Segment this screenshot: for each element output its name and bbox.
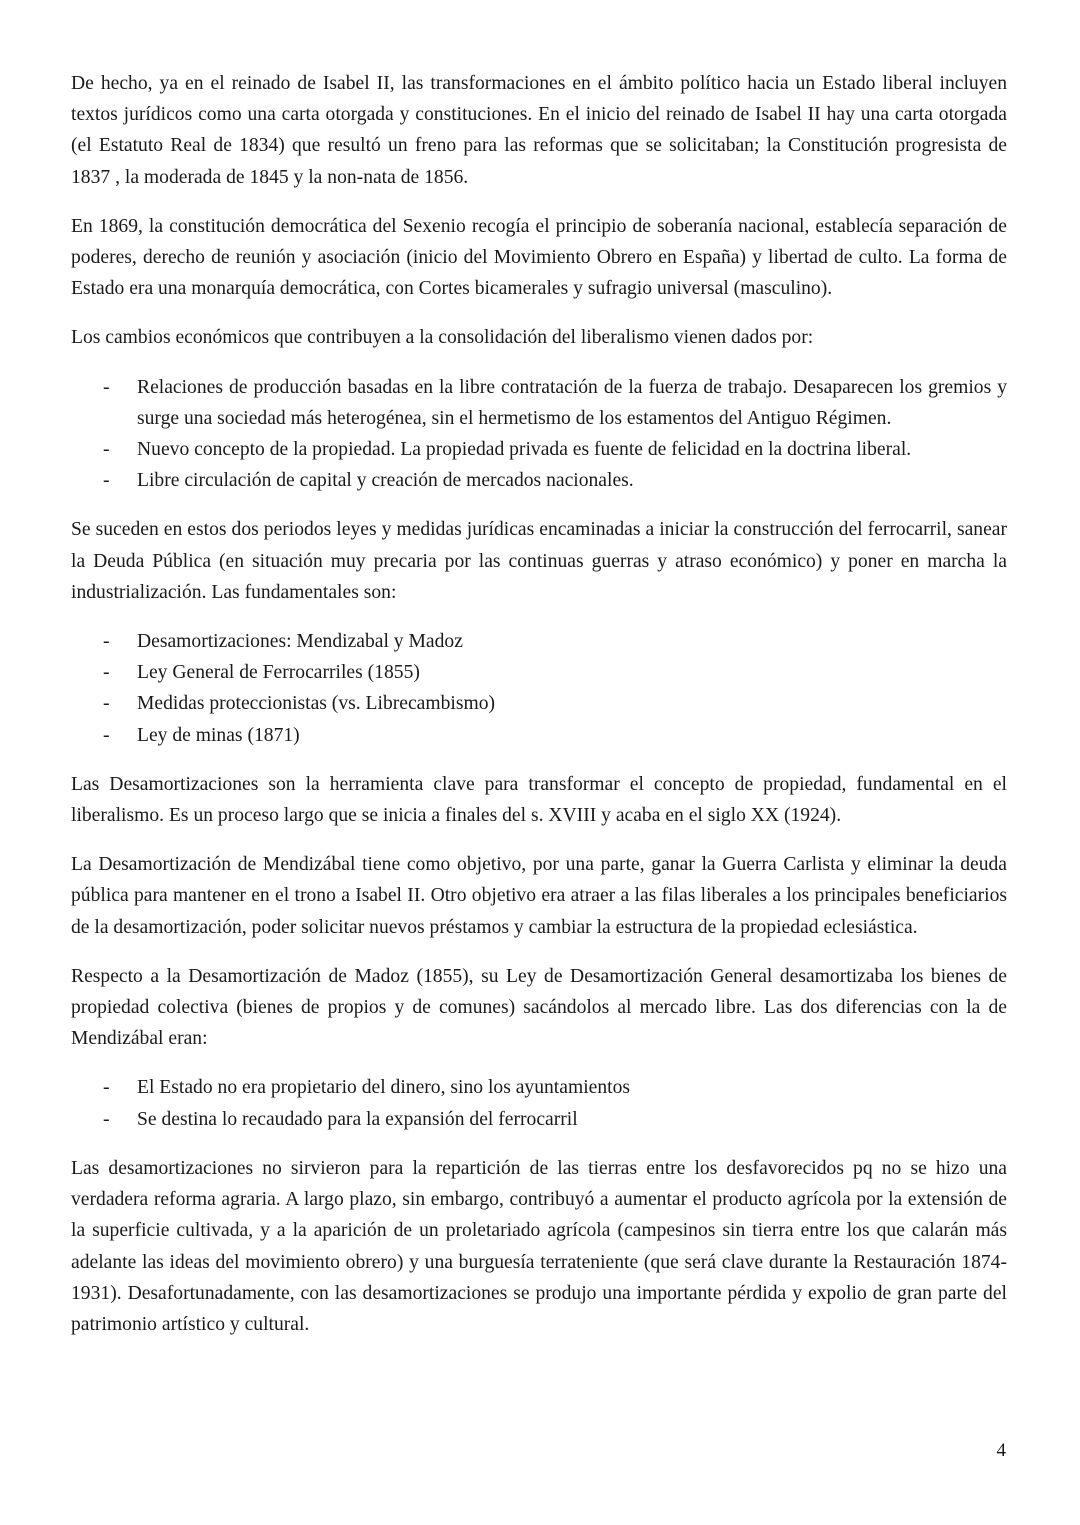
paragraph-legal-measures-intro: Se suceden en estos dos periodos leyes y medidas jurídicas encaminadas a iniciar la construcción del ferrocarril, sanear la Deuda Pública (en situación muy precaria por las continuas guerras y atraso económico) y poner en marcha la industrialización. Las fundamentales son:: [71, 519, 1007, 603]
list-item: [71, 688, 1007, 719]
economic-changes-list: [71, 372, 1007, 497]
dash-bullet: -: [103, 376, 110, 398]
document-page: [71, 68, 1007, 1358]
list-item-text: El Estado no era propietario del dinero, sino los ayuntamientos: [137, 1077, 630, 1099]
paragraph-madoz: Respecto a la Desamortización de Madoz (1855), su Ley de Desamortización General desamortizaba los bienes de propiedad colectiva (bienes de propios y de comunes) sacándolos al mercado libre. Las dos diferencias con la de Mendizábal eran:: [71, 965, 1007, 1050]
list-item: [71, 1072, 1007, 1103]
dash-bullet: -: [103, 724, 110, 746]
list-item-text: Nuevo concepto de la propiedad. La propiedad privada es fuente de felicidad en la doctrina liberal.: [137, 439, 912, 461]
paragraph-desamortizaciones-overview: Las Desamortizaciones son la herramienta clave para transformar el concepto de propiedad, fundamental en el liberalismo. Es un proceso largo que se inicia a finales del s. XVIII y acaba en el siglo XX (1924).: [71, 773, 1007, 827]
list-item: [71, 434, 1007, 465]
paragraph-economic-changes-intro: Los cambios económicos que contribuyen a la consolidación del liberalismo vienen dados por:: [71, 327, 814, 349]
paragraph-desamortizaciones-consequences: Las desamortizaciones no sirvieron para la repartición de las tierras entre los desfavorecidos pq no se hizo una verdadera reforma agraria. A largo plazo, sin embargo, contribuyó a aumentar el producto agrícola por la extensión de la superficie cultivada, y a la aparición de un proletariado agrícola (campesinos sin tierra entre los que calarán más adelante las ideas del movimiento obrero) y una burguesía terrateniente (que será clave durante la Restauración 1874-1931). Desafortunadamente, con las desamortizaciones se produjo una importante pérdida y expolio de gran parte del patrimonio artístico y cultural.: [71, 1157, 1007, 1335]
list-item-text: Desamortizaciones: Mendizabal y Madoz: [137, 631, 463, 653]
list-item: [71, 720, 1007, 751]
madoz-differences-list: [71, 1072, 1007, 1134]
paragraph-mendizabal: La Desamortización de Mendizábal tiene como objetivo, por una parte, ganar la Guerra Carlista y eliminar la deuda pública para mantener en el trono a Isabel II. Otro objetivo era atraer a las filas liberales a los principales beneficiarios de la desamortización, poder solicitar nuevos préstamos y cambiar la estructura de la propiedad eclesiástica.: [71, 854, 1007, 938]
dash-bullet: -: [103, 1108, 110, 1130]
list-item: [71, 626, 1007, 657]
paragraph-sexenio-constitution: En 1869, la constitución democrática del Sexenio recogía el principio de soberanía nacional, establecía separación de poderes, derecho de reunión y asociación (inicio del Movimiento Obrero en España) y libertad de culto. La forma de Estado era una monarquía democrática, con Cortes bicamerales y sufragio universal (masculino).: [71, 215, 1007, 300]
list-item-text: Se destina lo recaudado para la expansión del ferrocarril: [137, 1108, 578, 1130]
list-item-text: Ley de minas (1871): [137, 724, 300, 746]
dash-bullet: -: [103, 662, 110, 684]
page-number: 4: [996, 1440, 1006, 1461]
list-item-text: Ley General de Ferrocarriles (1855): [137, 662, 420, 684]
dash-bullet: -: [103, 693, 110, 715]
legal-measures-list: [71, 626, 1007, 751]
dash-bullet: -: [103, 470, 110, 492]
list-item-text: Medidas proteccionistas (vs. Librecambismo): [137, 693, 496, 715]
list-item: [71, 657, 1007, 688]
dash-bullet: -: [103, 1077, 110, 1099]
dash-bullet: -: [103, 439, 110, 461]
list-item: [71, 1104, 1007, 1135]
paragraph-isabel-ii-constitutions: De hecho, ya en el reinado de Isabel II, las transformaciones en el ámbito político hacia un Estado liberal incluyen textos jurídicos como una carta otorgada y constituciones. En el inicio del reinado de Isabel II hay una carta otorgada (el Estatuto Real de 1834) que resultó un freno para las reformas que se solicitaban; la Constitución progresista de 1837 , la moderada de 1845 y la non-nata de 1856.: [71, 73, 1007, 188]
list-item-text: Libre circulación de capital y creación de mercados nacionales.: [137, 470, 634, 492]
list-item-text: Relaciones de producción basadas en la libre contratación de la fuerza de trabajo. Desaparecen los gremios y surge una sociedad más heterogénea, sin el hermetismo de los estamentos del Antiguo Régimen.: [137, 376, 1007, 429]
dash-bullet: -: [103, 631, 110, 653]
list-item: [71, 465, 1007, 496]
list-item: [71, 372, 1007, 434]
